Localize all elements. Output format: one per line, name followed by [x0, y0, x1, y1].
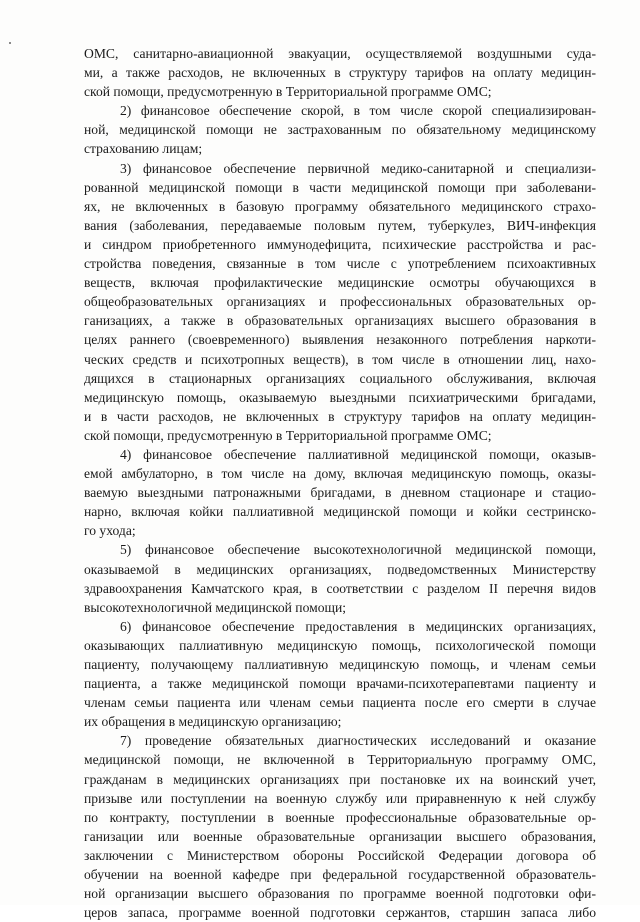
text-line: оказываемой в медицинских организациях, подведомственных Министерству [84, 561, 596, 577]
text-line: нарно, включая койки паллиативной медицинской помощи и койки сестринско- [84, 504, 596, 520]
text-line: вания (заболевания, передаваемые половым путем, туберкулез, ВИЧ-инфекция [84, 217, 596, 233]
text-line: рованной медицинской помощи в части медицинской помощи при заболевани- [84, 179, 596, 195]
text-line: страхованию лицам; [84, 141, 203, 157]
text-line: гражданам в медицинских организациях при постановке их на воинский учет, [84, 771, 596, 787]
document-body [84, 44, 596, 922]
text-line: емой амбулаторно, в том числе на дому, включая медицинскую помощь, оказы- [84, 466, 596, 482]
text-line: ях, не включенных в базовую программу обязательного медицинского страхо- [84, 198, 596, 214]
text-line: и в части расходов, не включенных в структуру тарифов на оплату медицин- [84, 408, 596, 424]
scan-speck [9, 42, 11, 44]
text-line: медицинской помощи, не включенной в Территориальную программу ОМС, [84, 752, 596, 768]
text-line: ской помощи, предусмотренную в Территориальной программе ОМС; [84, 427, 492, 443]
text-line: обучении на военной кафедре при федеральной государственной образователь- [84, 867, 596, 883]
text-line: здравоохранения Камчатского края, в соответствии с разделом II перечня видов [84, 580, 596, 596]
text-line: ной, медицинской помощи не застрахованным по обязательному медицинскому [84, 122, 596, 138]
text-line: стройства поведения, связанные в том числе с употреблением психоактивных [84, 256, 596, 272]
text-line: 5) финансовое обеспечение высокотехнологичной медицинской помощи, [120, 542, 596, 558]
text-line: призыве или поступлении на военную службу или приравненную к ней службу [84, 790, 596, 806]
text-line: 3) финансовое обеспечение первичной медико-санитарной и специализи- [120, 160, 596, 176]
text-line: ческих средств и психотропных веществ), в том числе в отношении лиц, нахо- [84, 351, 596, 367]
text-line: по контракту, поступлении в военные профессиональные образовательные ор- [84, 809, 596, 825]
text-line: медицинскую помощь, оказываемую выездными психиатрическими бригадами, [84, 389, 596, 405]
text-line: 2) финансовое обеспечение скорой, в том числе скорой специализирован- [120, 103, 596, 119]
text-line: 6) финансовое обеспечение предоставления в медицинских организациях, [120, 618, 596, 634]
text-line: веществ, включая профилактические медицинские осмотры обучающихся в [84, 275, 596, 291]
text-line: го ухода; [84, 523, 136, 539]
text-line: ОМС, санитарно-авиационной эвакуации, осуществляемой воздушными суда- [84, 46, 596, 61]
text-line: заключении с Министерством обороны Российской Федерации договора об [84, 847, 596, 863]
text-line: церов запаса, программе военной подготовки сержантов, старшин запаса либо [84, 905, 596, 921]
text-line: и синдром приобретенного иммунодефицита, психические расстройства и рас- [84, 236, 596, 252]
text-line: 7) проведение обязательных диагностических исследований и оказание [120, 733, 596, 749]
text-line: пациенту, получающему паллиативную медицинскую помощь, и членам семьи [84, 657, 596, 672]
text-line: ваемую выездными патронажными бригадами, в дневном стационаре и стацио- [84, 485, 596, 501]
text-line: дящихся в стационарных организациях социального обслуживания, включая [84, 370, 596, 386]
text-line: высокотехнологичной медицинской помощи; [84, 599, 347, 615]
text-line: членам семьи пациента или членам семьи пациента после его смерти в случае [84, 695, 596, 711]
text-line: общеобразовательных организациях и профессиональных образовательных ор- [84, 294, 596, 310]
text-line: 4) финансовое обеспечение паллиативной медицинской помощи, оказыв- [120, 446, 596, 462]
text-line: ской помощи, предусмотренную в Территориальной программе ОМС; [84, 84, 492, 100]
text-line: пациента, а также медицинской помощи врачами-психотерапевтами пациенту и [84, 676, 596, 692]
text-line: ми, а также расходов, не включенных в структуру тарифов на оплату медицин- [84, 65, 596, 81]
text-line: ной организации высшего образования по программе военной подготовки офи- [84, 886, 596, 902]
text-line: ганизации или военные образовательные организации высшего образования, [84, 828, 596, 844]
text-line: их обращения в медицинскую организацию; [84, 714, 342, 730]
text-line: целях раннего (своевременного) выявления незаконного потребления наркоти- [84, 332, 596, 348]
text-line: ганизациях, а также в образовательных организациях высшего образования в [84, 313, 596, 329]
text-line: оказывающих паллиативную медицинскую помощь, психологической помощи [84, 637, 596, 653]
